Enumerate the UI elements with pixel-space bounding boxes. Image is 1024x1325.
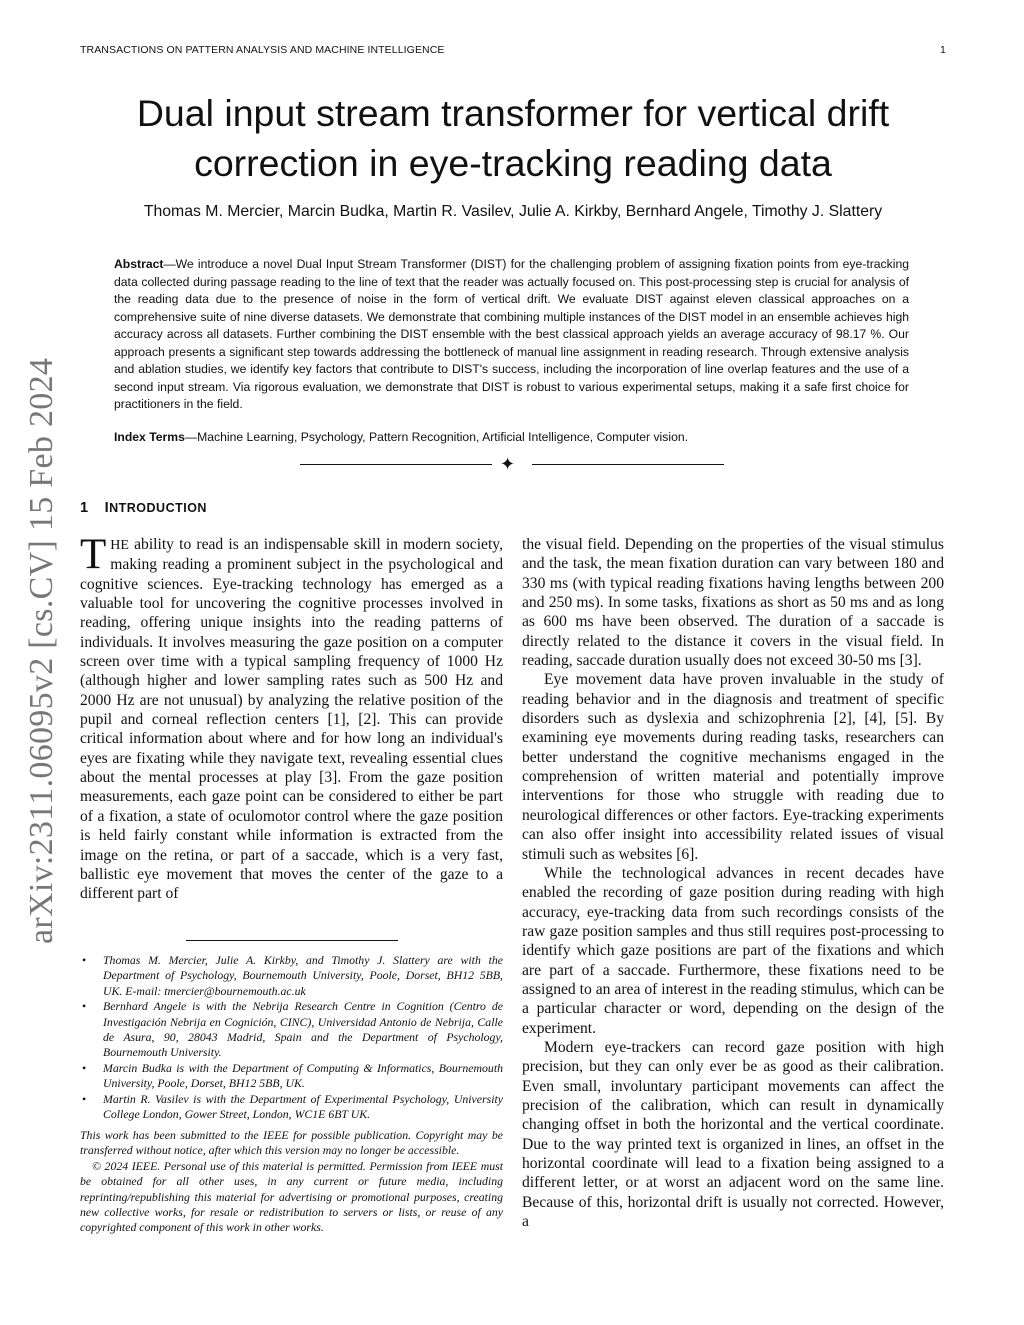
section-heading-introduction bbox=[80, 500, 207, 516]
abstract-label: Abstract bbox=[114, 257, 164, 271]
index-terms-text: —Machine Learning, Psychology, Pattern Recognition, Artificial Intelligence, Computer vision. bbox=[184, 430, 689, 444]
arxiv-stamp: arXiv:2311.06095v2 [cs.CV] 15 Feb 2024 bbox=[23, 357, 60, 944]
section-divider bbox=[300, 455, 724, 475]
index-terms-label: Index Terms bbox=[114, 430, 185, 444]
section-title-rest: NTRODUCTION bbox=[109, 501, 207, 515]
affiliation-item: • Thomas M. Mercier, Julie A. Kirkby, and Timothy J. Slattery are with the Department of Psychology, Bournemouth University, Poole, Dorset, BH12 5BB, UK. E-mail: tmercier@bournemouth.ac.uk bbox=[80, 953, 503, 999]
right-paragraph-4: Modern eye-trackers can record gaze position with high precision, but they can only ever be as good as their calibration. Even small, involuntary participant movements can affect the precision of the calibration, which can result in dynamically changing offset in both the horizontal and the vertical coordinate. Due to the way printed text is organized in lines, an offset in the horizontal coordinate will lead to a fixation being assigned to a different letter, or at worst an adjacent word on the same line. Because of this, horizontal drift is usually not corrected. However, a bbox=[522, 1038, 944, 1231]
right-paragraph-1: the visual field. Depending on the properties of the visual stimulus and the task, the mean fixation duration can vary between 180 and 330 ms (with typical reading fixations having lengths between 200 and 250 ms). In some tasks, fixations as short as 50 ms and as long as 600 ms have been observed. The duration of a saccade is directly related to the distance it covers in the visual field. In reading, saccade duration usually does not exceed 30-50 ms [3]. bbox=[522, 536, 944, 670]
author-affiliations bbox=[80, 953, 503, 1122]
submission-notice: This work has been submitted to the IEEE for possible publication. Copyright may be transferred without notice, after which this version may no longer be accessible. bbox=[80, 1128, 503, 1158]
author-list: Thomas M. Mercier, Marcin Budka, Martin R. Vasilev, Julie A. Kirkby, Bernhard Angele, Timothy J. Slattery bbox=[143, 203, 883, 220]
affiliation-item: • Marcin Budka is with the Department of Computing & Informatics, Bournemouth University, Poole, Dorset, BH12 5BB, UK. bbox=[80, 1061, 503, 1092]
section-number: 1 bbox=[80, 500, 89, 516]
ieee-notice bbox=[80, 1128, 503, 1236]
affiliation-item: • Martin R. Vasilev is with the Department of Experimental Psychology, University College London, Gower Street, London, WC1E 6BT UK. bbox=[80, 1092, 503, 1123]
right-paragraph-2: Eye movement data have proven invaluable in the study of reading behavior and in the diagnosis and treatment of specific disorders such as dyslexia and schizophrenia [2], [4], [5]. By examining eye movements during reading tasks, researchers can better understand the cognitive mechanisms engaged in the comprehension of written material and potentially improve interventions for those who struggle with reading due to neurological differences or other factors. Eye-tracking experiments can also offer insight into accessibility related issues of visual stimuli such as websites [6]. bbox=[522, 671, 944, 863]
drop-cap-continuation: HE bbox=[110, 538, 129, 553]
drop-cap: T bbox=[80, 531, 107, 578]
intro-paragraph-1 bbox=[80, 531, 503, 904]
right-paragraph-3: While the technological advances in recent decades have enabled the recording of gaze position during reading with high accuracy, eye-tracking data from such recordings consists of the raw gaze position samples and thus still requires post-processing to identify which gaze positions are part of the fixations and which are part of a saccade. Furthermore, these fixations need to be assigned to an area of interest in the reading stimulus, which can be a particular character or word, depending on the design of the experiment. bbox=[522, 864, 944, 1037]
index-terms bbox=[114, 429, 909, 446]
page-number: 1 bbox=[940, 44, 946, 56]
affiliation-item: • Bernhard Angele is with the Nebrija Research Centre in Cognition (Centro de Investigación Nebrija en Cognición, CINC), Universidad Antonio de Nebrija, Calle de Asura, 90, 28043 Madrid, Spain and the Department of Psychology, Bournemouth University. bbox=[80, 999, 503, 1061]
copyright-notice: © 2024 IEEE. Personal use of this material is permitted. Permission from IEEE must be obtained for all other uses, in any current or future media, including reprinting/republishing this material for advertising or promotional purposes, creating new collective works, for resale or redistribution to servers or lists, or reuse of any copyrighted component of this work in other works. bbox=[80, 1158, 503, 1235]
left-column bbox=[80, 531, 503, 904]
divider-rule-left bbox=[300, 464, 492, 465]
right-column bbox=[522, 535, 944, 1231]
intro-paragraph-1-text: ability to read is an indispensable skill in modern society, making reading a prominent subject in the psychological and cognitive sciences. Eye-tracking technology has emerged as a valuable tool for uncovering the cognitive processes involved in reading, offering unique insights into the reading patterns of individuals. It involves measuring the gaze position on a computer screen over time with a typical sampling frequency of 1000 Hz (although higher and lower sampling rates such as 500 Hz and 2000 Hz are not unusual) by analyzing the relative position of the pupil and corneal reflection centers [1], [2]. This can provide critical information about where and for how long an individual's eyes are fixating while they navigate text, revealing essential clues about the mental processes at play [3]. From the gaze position measurements, each gaze point can be considered to either be part of a fixation, a state of oculomotor control where the gaze position is held fairly constant while information is extracted from the image on the retina, or part of a saccade, which is a very fast, ballistic eye movement that moves the center of the gaze to a different part of bbox=[80, 536, 503, 903]
divider-rule-right bbox=[532, 464, 724, 465]
abstract-text: —We introduce a novel Dual Input Stream Transformer (DIST) for the challenging problem of assigning fixation points from eye-tracking data collected during passage reading to the line of text that the reader was actually focused on. This post-processing step is crucial for analysis of the reading data due to the presence of noise in the form of vertical drift. We evaluate DIST against eleven classical approaches on a comprehensive suite of nine diverse datasets. We demonstrate that combining multiple instances of the DIST model in an ensemble achieves high accuracy across all datasets. Further combining the DIST ensemble with the best classical approach yields an average accuracy of 98.17 %. Our approach presents a significant step towards addressing the bottleneck of manual line assignment in reading research. Through extensive analysis and ablation studies, we identify key factors that contribute to DIST's success, including the incorporation of line overlap features and the use of a second input stream. Via rigorous evaluation, we demonstrate that DIST is robust to various experimental setups, making it a safe first choice for practitioners in the field. bbox=[114, 257, 909, 411]
title-line-2: correction in eye-tracking reading data bbox=[194, 142, 832, 184]
abstract bbox=[114, 256, 909, 414]
journal-name: TRANSACTIONS ON PATTERN ANALYSIS AND MACHINE INTELLIGENCE bbox=[80, 44, 445, 56]
paper-title bbox=[80, 88, 946, 188]
section-title-initial: I bbox=[104, 500, 110, 516]
title-line-1: Dual input stream transformer for vertical drift bbox=[136, 92, 890, 134]
footnote-rule bbox=[186, 940, 398, 941]
divider-diamond-icon: ✦ bbox=[500, 454, 516, 475]
running-header bbox=[80, 44, 946, 56]
